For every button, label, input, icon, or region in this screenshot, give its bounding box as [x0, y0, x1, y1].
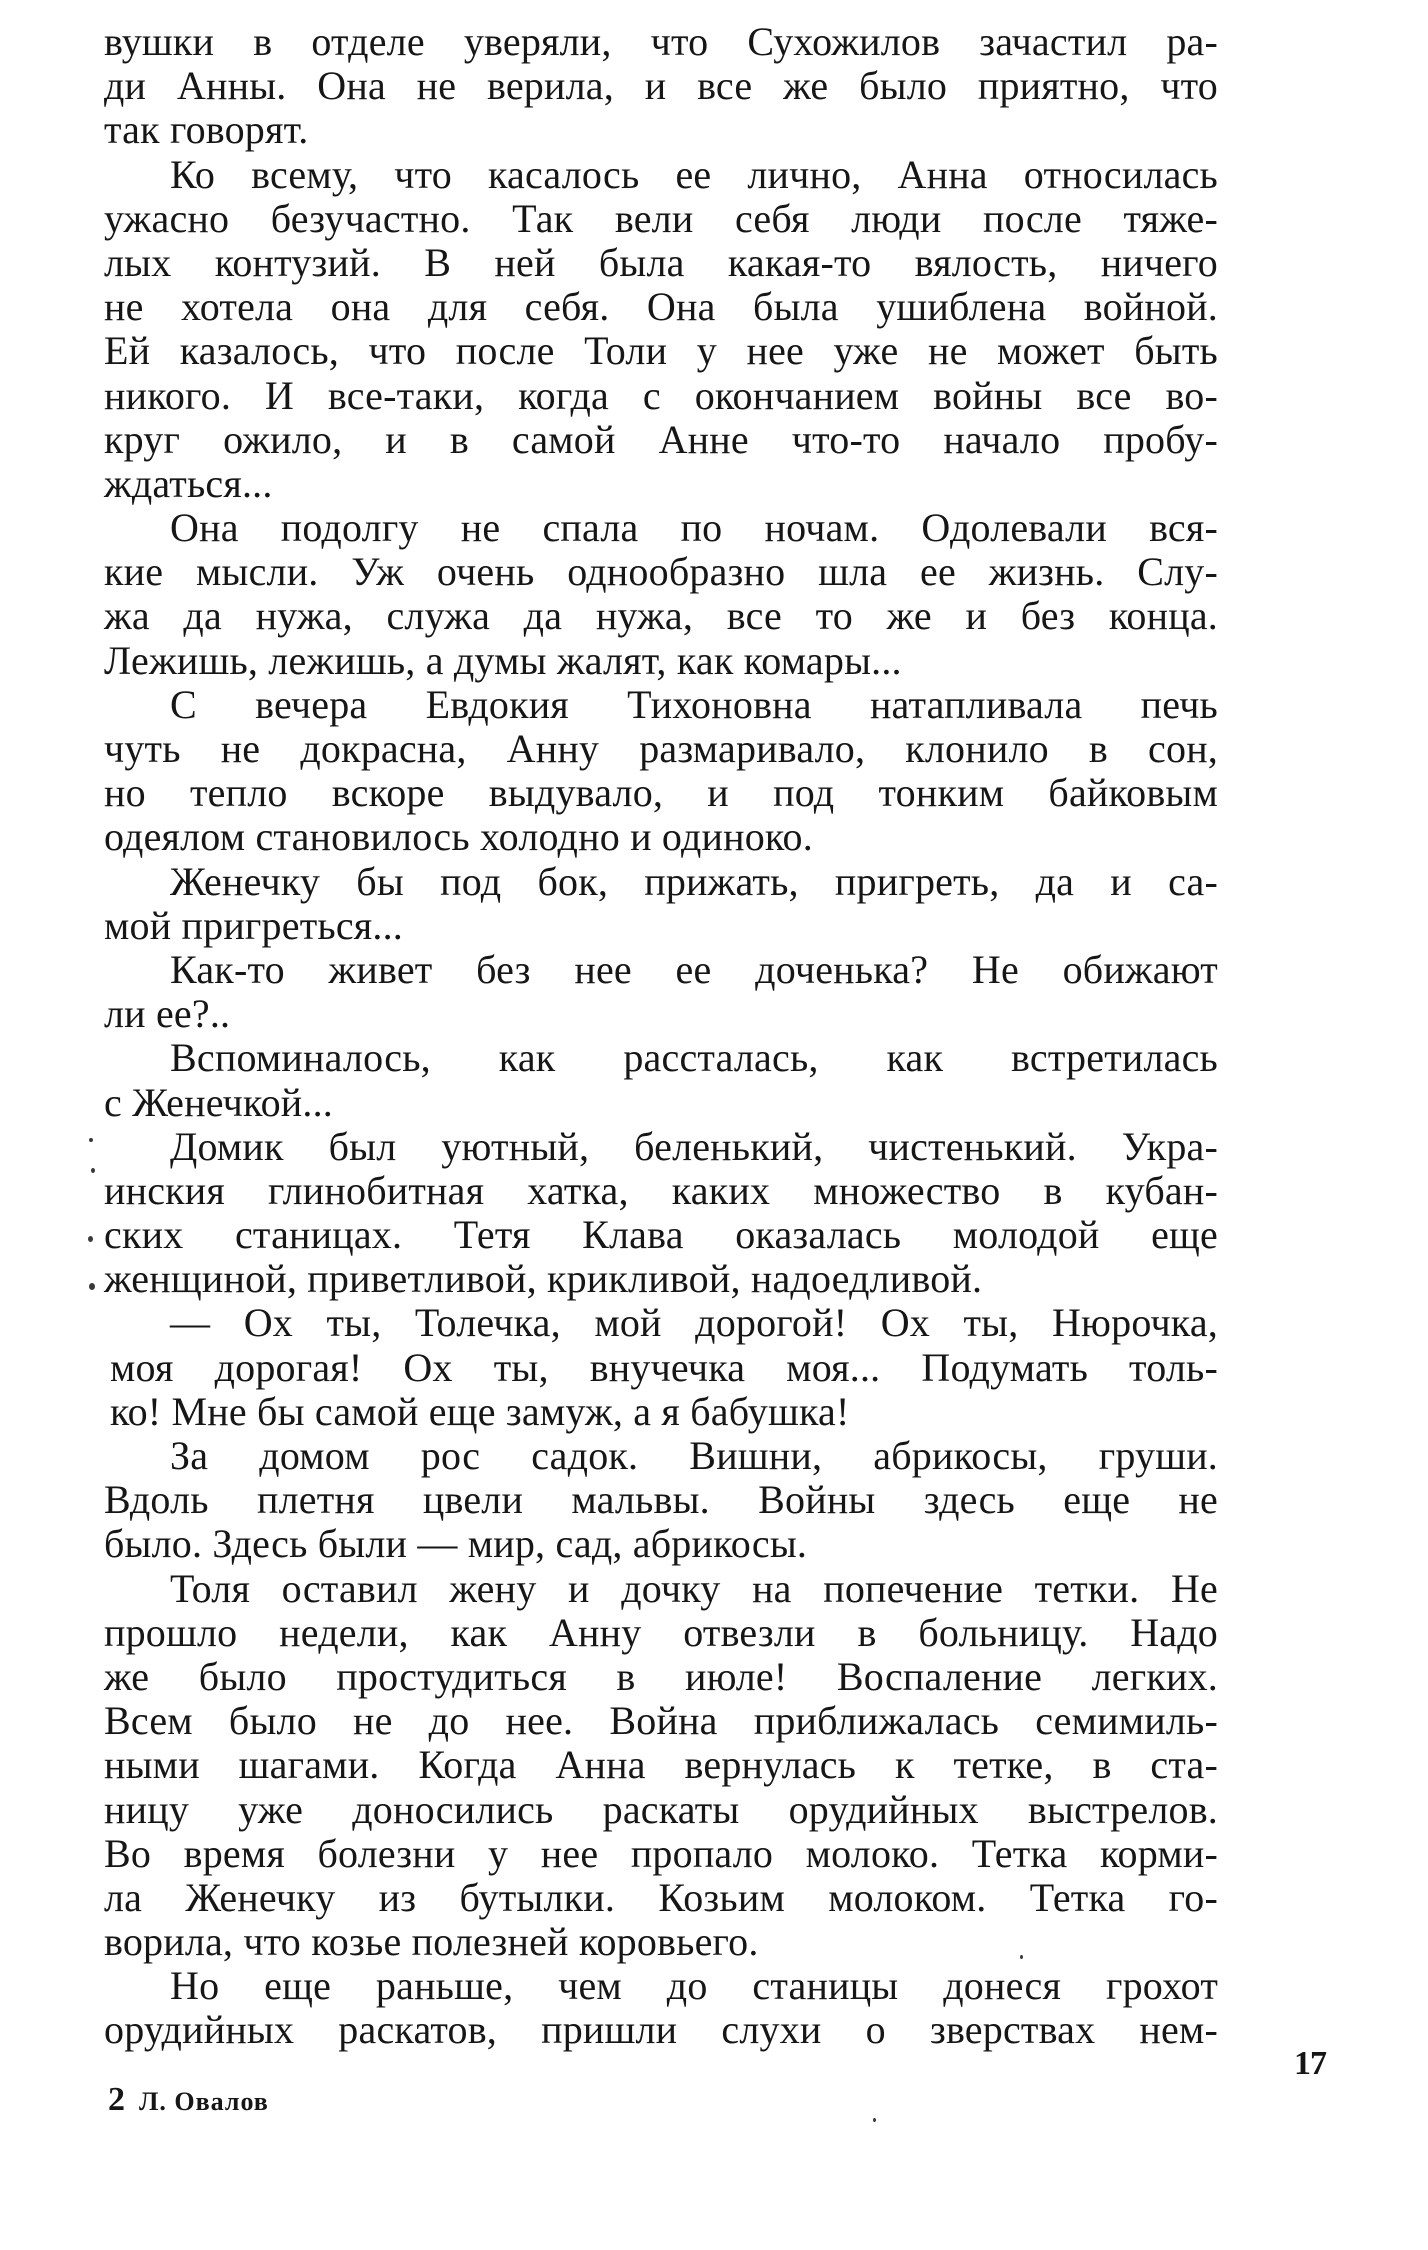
text-line: Ко всему, что касалось ее лично, Анна относилась [170, 151, 1218, 197]
text-line: Как-то живет без нее ее доченька? Не обижают [170, 946, 1218, 992]
print-speck [873, 2118, 876, 2122]
text-line: кие мысли. Уж очень однообразно шла ее жизнь. Слу- [104, 549, 1218, 595]
print-speck [1020, 1955, 1023, 1959]
body-text [104, 20, 1218, 2053]
text-line: чуть не докрасна, Анну размаривало, клонило в сон, [104, 726, 1218, 771]
signature-author: Л. Овалов [139, 2087, 269, 2116]
printer-signature [108, 2080, 269, 2122]
text-line: но тепло вскоре выдувало, и под тонким байковым [104, 770, 1218, 816]
text-line: ских станицах. Тетя Клава оказалась молодой еще [104, 1212, 1218, 1258]
text-line: мой пригреться... [104, 902, 403, 948]
text-line: — Ох ты, Толечка, мой дорогой! Ох ты, Нюрочка, [170, 1300, 1218, 1346]
text-line: круг ожило, и в самой Анне что-то начало пробу- [104, 416, 1218, 462]
text-line: ницу уже доносились раскаты орудийных выстрелов. [104, 1786, 1218, 1832]
text-line: Лежишь, лежишь, а думы жалят, как комары... [104, 637, 902, 683]
text-line: За домом рос садок. Вишни, абрикосы, груши. [170, 1433, 1218, 1478]
text-line: не хотела она для себя. Она была ушиблена войной. [104, 284, 1218, 330]
text-line: ко! Мне бы самой еще замуж, а я бабушка! [110, 1388, 850, 1434]
text-line: ужасно безучастно. Так вели себя люди после тяже- [104, 195, 1218, 241]
text-line: же было простудиться в июле! Воспаление легких. [104, 1653, 1218, 1699]
text-line: ворила, что козье полезней коровьего. [104, 1919, 759, 1965]
text-line: Всем было не до нее. Война приближалась семимиль- [104, 1698, 1218, 1744]
text-line: женщиной, приветливой, крикливой, надоедливой. [104, 1256, 983, 1302]
text-line: с Женечкой... [104, 1079, 334, 1125]
text-line: прошло недели, как Анну отвезли в больницу. Надо [104, 1609, 1218, 1655]
text-line: ла Женечку из бутылки. Козьим молоком. Тетка го- [104, 1874, 1218, 1920]
text-line: С вечера Евдокия Тихоновна натапливала печь [170, 681, 1218, 727]
text-line: Женечку бы под бок, прижать, пригреть, да и са- [170, 858, 1218, 904]
page-number: 17 [1294, 2045, 1326, 2082]
text-line: Домик был уютный, беленький, чистенький. Укра- [170, 1123, 1218, 1169]
text-line: ди Анны. Она не верила, и все же было приятно, что [104, 63, 1218, 109]
print-speck [91, 1168, 95, 1173]
text-line: никого. И все-таки, когда с окончанием войны все во- [104, 372, 1218, 418]
text-line: ными шагами. Когда Анна вернулась к тетке, в ста- [104, 1742, 1218, 1788]
print-speck [89, 1138, 93, 1142]
text-line: Вспоминалось, как рассталась, как встретилась [170, 1035, 1218, 1081]
print-speck [88, 1236, 93, 1242]
text-line: лых контузий. В ней была какая-то вялость, ничего [104, 239, 1218, 285]
text-line: одеялом становилось холодно и одиноко. [104, 814, 813, 860]
text-line: так говорят. [104, 107, 309, 153]
text-line: Толя оставил жену и дочку на попечение тетки. Не [170, 1565, 1218, 1611]
text-line: Ей казалось, что после Толи у нее уже не может быть [104, 328, 1218, 374]
text-line: было. Здесь были — мир, сад, абрикосы. [104, 1521, 808, 1567]
text-line: Вдоль плетня цвели мальвы. Войны здесь еще не [104, 1477, 1218, 1523]
text-line: вушки в отделе уверяли, что Сухожилов зачастил ра- [104, 19, 1218, 64]
text-line: Но еще раньше, чем до станицы донеся грохот [170, 1963, 1218, 2009]
text-line: инския глинобитная хатка, каких множество в кубан- [104, 1167, 1218, 1213]
text-line: ждаться... [104, 460, 273, 506]
text-line: жа да нужа, служа да нужа, все то же и без конца. [104, 593, 1218, 639]
text-line: ли ее?.. [104, 991, 231, 1037]
signature-number: 2 [108, 2081, 125, 2118]
print-speck [89, 1283, 95, 1290]
text-line: моя дорогая! Ох ты, внучечка моя... Подумать толь- [110, 1344, 1218, 1390]
text-line: Во время болезни у нее пропало молоко. Тетка корми- [104, 1830, 1218, 1876]
text-line: орудийных раскатов, пришли слухи о зверствах нем- [104, 2007, 1218, 2053]
text-line: Она подолгу не спала по ночам. Одолевали вся- [170, 505, 1218, 551]
